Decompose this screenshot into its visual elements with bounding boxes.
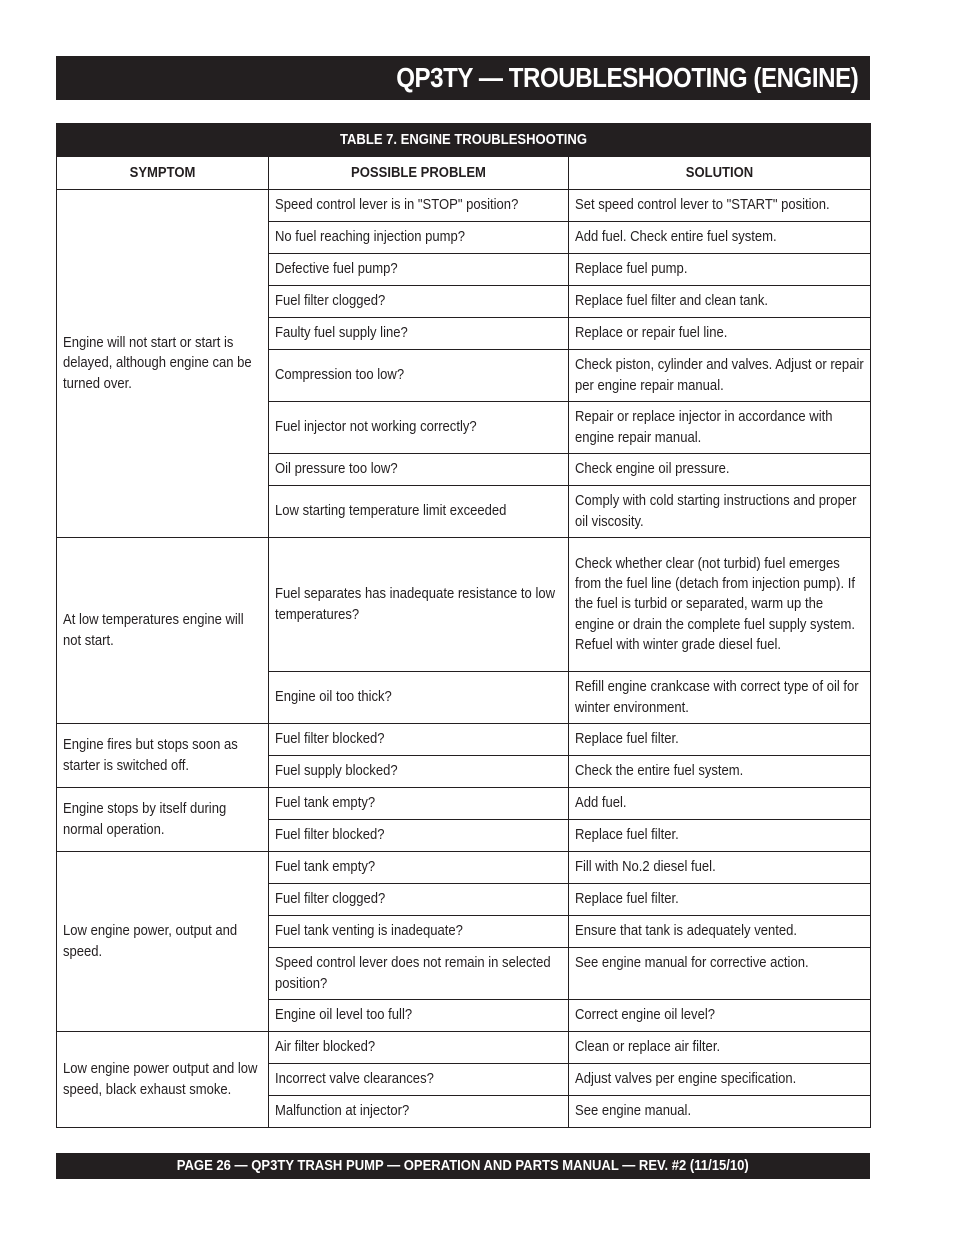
solution-cell: Check piston, cylinder and valves. Adjust or repair per engine repair manual. bbox=[569, 350, 871, 402]
table-row bbox=[57, 190, 871, 222]
problem-cell: Incorrect valve clearances? bbox=[269, 1064, 569, 1096]
problem-cell: Oil pressure too low? bbox=[269, 454, 569, 486]
solution-cell: Adjust valves per engine specification. bbox=[569, 1064, 871, 1096]
solution-cell: Replace or repair fuel line. bbox=[569, 318, 871, 350]
problem-cell: Fuel tank empty? bbox=[269, 788, 569, 820]
problem-cell: Fuel filter clogged? bbox=[269, 884, 569, 916]
solution-cell: Repair or replace injector in accordance with engine repair manual. bbox=[569, 402, 871, 454]
symptom-cell: Engine stops by itself during normal operation. bbox=[57, 788, 269, 852]
solution-cell: Add fuel. Check entire fuel system. bbox=[569, 222, 871, 254]
problem-cell: Fuel tank venting is inadequate? bbox=[269, 916, 569, 948]
page-title: QP3TY — TROUBLESHOOTING (ENGINE) bbox=[395, 62, 858, 93]
symptom-cell: At low temperatures engine will not start. bbox=[57, 538, 269, 724]
problem-cell: Fuel injector not working correctly? bbox=[269, 402, 569, 454]
problem-cell: Fuel supply blocked? bbox=[269, 756, 569, 788]
header-solution: SOLUTION bbox=[569, 157, 871, 190]
solution-cell: Comply with cold starting instructions and proper oil viscosity. bbox=[569, 486, 871, 538]
solution-cell: Clean or replace air filter. bbox=[569, 1032, 871, 1064]
page-title-bar bbox=[56, 56, 870, 100]
solution-cell: Add fuel. bbox=[569, 788, 871, 820]
footer-text: PAGE 26 — QP3TY TRASH PUMP — OPERATION AND PARTS MANUAL — REV. #2 (11/15/10) bbox=[177, 1158, 749, 1174]
solution-cell: Correct engine oil level? bbox=[569, 1000, 871, 1032]
table-row bbox=[57, 1032, 871, 1064]
solution-cell: Check whether clear (not turbid) fuel emerges from the fuel line (detach from injection pump). If the fuel is turbid or separated, warm up the engine or drain the complete fuel supply system. Refuel with winter grade diesel fuel. bbox=[569, 538, 871, 672]
solution-cell: Ensure that tank is adequately vented. bbox=[569, 916, 871, 948]
problem-cell: Speed control lever does not remain in selected position? bbox=[269, 948, 569, 1000]
solution-cell: See engine manual for corrective action. bbox=[569, 948, 871, 1000]
solution-cell: Replace fuel filter. bbox=[569, 820, 871, 852]
problem-cell: Fuel filter blocked? bbox=[269, 724, 569, 756]
table-caption: TABLE 7. ENGINE TROUBLESHOOTING bbox=[57, 124, 871, 157]
problem-cell: Low starting temperature limit exceeded bbox=[269, 486, 569, 538]
problem-cell: Fuel filter blocked? bbox=[269, 820, 569, 852]
header-symptom: SYMPTOM bbox=[57, 157, 269, 190]
problem-cell: Speed control lever is in "STOP" position? bbox=[269, 190, 569, 222]
problem-cell: Malfunction at injector? bbox=[269, 1096, 569, 1128]
problem-cell: Fuel separates has inadequate resistance to low temperatures? bbox=[269, 538, 569, 672]
symptom-cell: Engine will not start or start is delayed, although engine can be turned over. bbox=[57, 190, 269, 538]
header-possible-problem: POSSIBLE PROBLEM bbox=[269, 157, 569, 190]
solution-cell: Replace fuel filter and clean tank. bbox=[569, 286, 871, 318]
problem-cell: Engine oil too thick? bbox=[269, 672, 569, 724]
symptom-cell: Low engine power output and low speed, black exhaust smoke. bbox=[57, 1032, 269, 1128]
solution-cell: Set speed control lever to "START" position. bbox=[569, 190, 871, 222]
table-body bbox=[57, 190, 871, 1128]
table-row bbox=[57, 852, 871, 884]
table-row bbox=[57, 788, 871, 820]
solution-cell: Fill with No.2 diesel fuel. bbox=[569, 852, 871, 884]
solution-cell: Replace fuel filter. bbox=[569, 724, 871, 756]
problem-cell: No fuel reaching injection pump? bbox=[269, 222, 569, 254]
problem-cell: Faulty fuel supply line? bbox=[269, 318, 569, 350]
problem-cell: Compression too low? bbox=[269, 350, 569, 402]
problem-cell: Fuel filter clogged? bbox=[269, 286, 569, 318]
page-footer bbox=[56, 1153, 870, 1179]
solution-cell: Check the entire fuel system. bbox=[569, 756, 871, 788]
problem-cell: Engine oil level too full? bbox=[269, 1000, 569, 1032]
table-row bbox=[57, 724, 871, 756]
solution-cell: Replace fuel filter. bbox=[569, 884, 871, 916]
solution-cell: Replace fuel pump. bbox=[569, 254, 871, 286]
solution-cell: See engine manual. bbox=[569, 1096, 871, 1128]
table-row bbox=[57, 538, 871, 672]
symptom-cell: Engine fires but stops soon as starter is switched off. bbox=[57, 724, 269, 788]
solution-cell: Check engine oil pressure. bbox=[569, 454, 871, 486]
problem-cell: Air filter blocked? bbox=[269, 1032, 569, 1064]
solution-cell: Refill engine crankcase with correct type of oil for winter environment. bbox=[569, 672, 871, 724]
problem-cell: Defective fuel pump? bbox=[269, 254, 569, 286]
engine-troubleshooting-table bbox=[56, 123, 871, 1128]
problem-cell: Fuel tank empty? bbox=[269, 852, 569, 884]
symptom-cell: Low engine power, output and speed. bbox=[57, 852, 269, 1032]
